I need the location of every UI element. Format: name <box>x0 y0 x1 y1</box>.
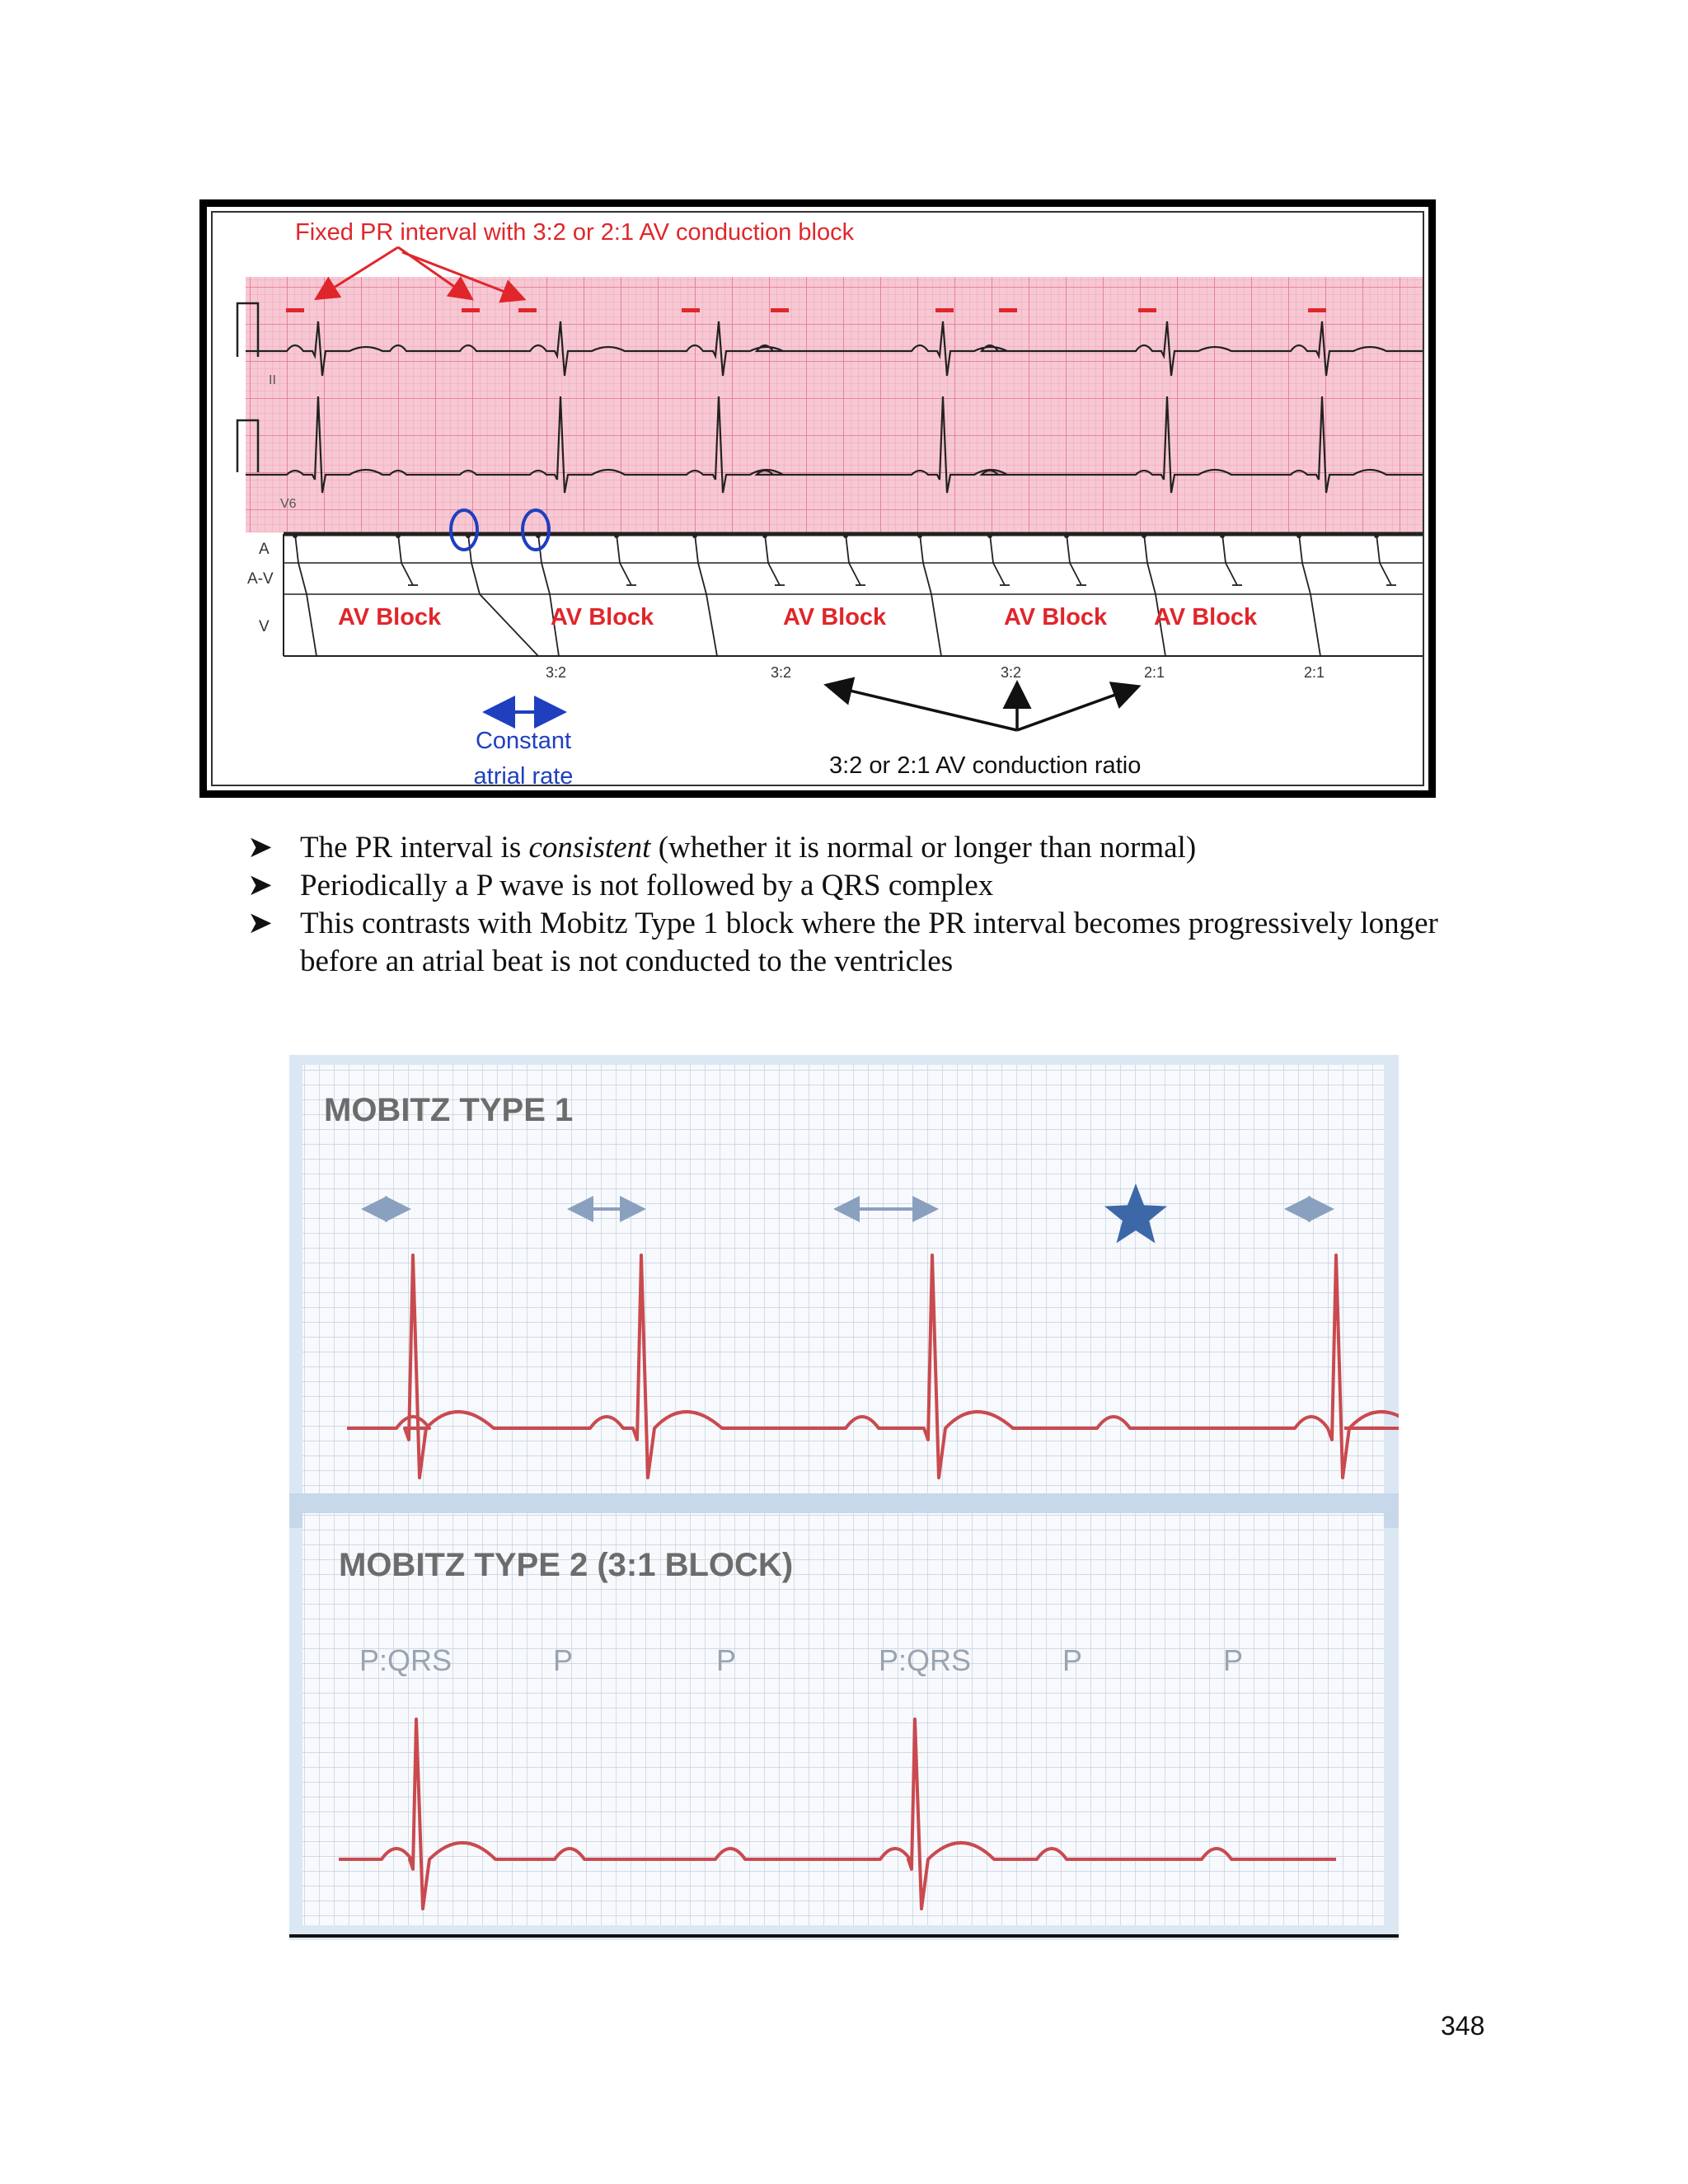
label-p-qrs-2: P:QRS <box>879 1643 972 1677</box>
ratio-label-3: 3:2 <box>1001 664 1022 681</box>
blocked-av-line <box>1380 563 1391 585</box>
ventricular-ladder-line <box>931 594 941 656</box>
p-wave-marker <box>999 308 1017 312</box>
atrial-ladder-line <box>1299 534 1302 563</box>
blocked-av-line <box>401 563 413 585</box>
bullet-text: The PR interval is <box>300 831 529 865</box>
lead-label-ii: II <box>269 373 276 387</box>
av-ladder-line <box>542 563 550 594</box>
p-wave-marker <box>682 308 700 312</box>
arrowhead-bullet-icon: ➤ <box>247 869 274 902</box>
constant-label-line2: atrial rate <box>473 763 574 790</box>
atrial-dot <box>917 533 922 538</box>
atrial-dot <box>1142 533 1146 538</box>
atrial-ladder-line <box>920 534 923 563</box>
bullet-emphasis: consistent <box>528 831 651 865</box>
arrowhead-bullet-icon: ➤ <box>247 831 274 865</box>
atrial-ladder-line <box>398 534 401 563</box>
page-number: 348 <box>1441 2011 1485 2041</box>
bullet-text: Periodically a P wave is not followed by a QRS complex <box>300 869 994 902</box>
blocked-av-line <box>993 563 1005 585</box>
ecg-strip-figure <box>213 213 1424 790</box>
ladder-label-a: A <box>259 541 270 558</box>
av-ladder-line <box>923 563 931 594</box>
ratio-label-5: 2:1 <box>1304 664 1325 681</box>
atrial-dot <box>1296 533 1301 538</box>
ratio-label-4: 2:1 <box>1144 664 1165 681</box>
p-wave-marker <box>771 308 789 312</box>
p-wave-marker <box>286 308 304 312</box>
ratio-label-2: 3:2 <box>771 664 792 681</box>
atrial-dot <box>466 533 471 538</box>
bullet-item <box>247 905 1503 981</box>
av-block-label-3: AV Block <box>783 604 887 630</box>
ventricular-ladder-line <box>706 594 717 656</box>
arrowhead-bullet-icon: ➤ <box>247 907 274 940</box>
ratio-caption: 3:2 or 2:1 AV conduction ratio <box>829 752 1142 779</box>
blocked-av-line <box>768 563 780 585</box>
av-ladder-line <box>1147 563 1156 594</box>
bullet-text: This contrasts with Mobitz Type 1 block where the PR interval becomes progressively longer before an atrial beat is not conducted to the ventricles <box>300 907 1438 978</box>
figure-bottom-rule <box>289 1934 1399 1938</box>
atrial-dot <box>536 533 541 538</box>
bullet-text-cont: (whether it is normal or longer than normal) <box>650 831 1197 865</box>
p-wave-marker <box>1308 308 1326 312</box>
constant-label-line1: Constant <box>475 728 572 754</box>
atrial-dot <box>614 533 619 538</box>
ecg-figure-frame <box>211 211 1424 790</box>
atrial-ladder-line <box>765 534 768 563</box>
atrial-dot <box>843 533 848 538</box>
ventricular-ladder-line <box>307 594 316 656</box>
mobitz-comparison-figure <box>289 1055 1399 1940</box>
blocked-av-line <box>1070 563 1081 585</box>
figure1-title: Fixed PR interval with 3:2 or 2:1 AV conduction block <box>295 219 855 246</box>
atrial-ladder-line <box>1144 534 1147 563</box>
atrial-ladder-line <box>1222 534 1226 563</box>
atrial-ladder-line <box>1067 534 1070 563</box>
atrial-ladder-line <box>295 534 298 563</box>
panel-mobitz-1-title: MOBITZ TYPE 1 <box>324 1092 574 1128</box>
atrial-dot <box>762 533 767 538</box>
atrial-ladder-line <box>990 534 993 563</box>
av-block-label-1: AV Block <box>338 604 442 630</box>
av-ladder-line <box>298 563 307 594</box>
ventricular-ladder-line <box>1311 594 1320 656</box>
ladder-label-av: A-V <box>247 570 274 588</box>
atrial-dot <box>692 533 697 538</box>
p-wave-marker <box>462 308 480 312</box>
bullet-list <box>247 829 1484 981</box>
av-ladder-line <box>698 563 706 594</box>
ventricular-ladder-line <box>480 594 538 656</box>
atrial-ladder-line <box>695 534 698 563</box>
ratio-label-1: 3:2 <box>546 664 567 681</box>
ratio-arrow-left <box>829 686 1017 730</box>
p-wave-marker <box>935 308 954 312</box>
atrial-dot <box>1064 533 1069 538</box>
av-block-label-5: AV Block <box>1154 604 1258 630</box>
av-block-label-4: AV Block <box>1004 604 1108 630</box>
bullet-item <box>247 829 1484 867</box>
mobitz-ecg-panels <box>289 1055 1399 1940</box>
atrial-dot <box>1374 533 1379 538</box>
av-ladder-line <box>1302 563 1311 594</box>
blocked-av-line <box>1226 563 1237 585</box>
atrial-dot <box>396 533 401 538</box>
label-p-2: P <box>716 1643 737 1677</box>
atrial-ladder-line <box>1376 534 1380 563</box>
p-wave-marker <box>518 308 537 312</box>
blocked-av-line <box>620 563 631 585</box>
label-p-4: P <box>1223 1643 1244 1677</box>
p-wave-marker <box>1138 308 1156 312</box>
label-p-qrs-1: P:QRS <box>359 1643 452 1677</box>
atrial-dot <box>293 533 298 538</box>
atrial-dot <box>987 533 992 538</box>
blocked-av-line <box>849 563 860 585</box>
ecg-figure-av-block <box>199 199 1436 798</box>
atrial-ladder-line <box>846 534 849 563</box>
label-p-3: P <box>1062 1643 1083 1677</box>
label-p-1: P <box>553 1643 574 1677</box>
atrial-ladder-line <box>617 534 620 563</box>
ladder-label-v: V <box>259 618 270 635</box>
av-ladder-line <box>471 563 480 594</box>
ecg-grid <box>246 277 1424 532</box>
av-block-label-2: AV Block <box>551 604 654 630</box>
ratio-arrow-right <box>1017 687 1136 730</box>
atrial-dot <box>1220 533 1225 538</box>
bullet-item <box>247 867 1484 905</box>
panel-mobitz-2-title: MOBITZ TYPE 2 (3:1 BLOCK) <box>339 1547 794 1583</box>
lead-label-v6: V6 <box>280 497 297 511</box>
ladder-diagram <box>284 533 1424 656</box>
